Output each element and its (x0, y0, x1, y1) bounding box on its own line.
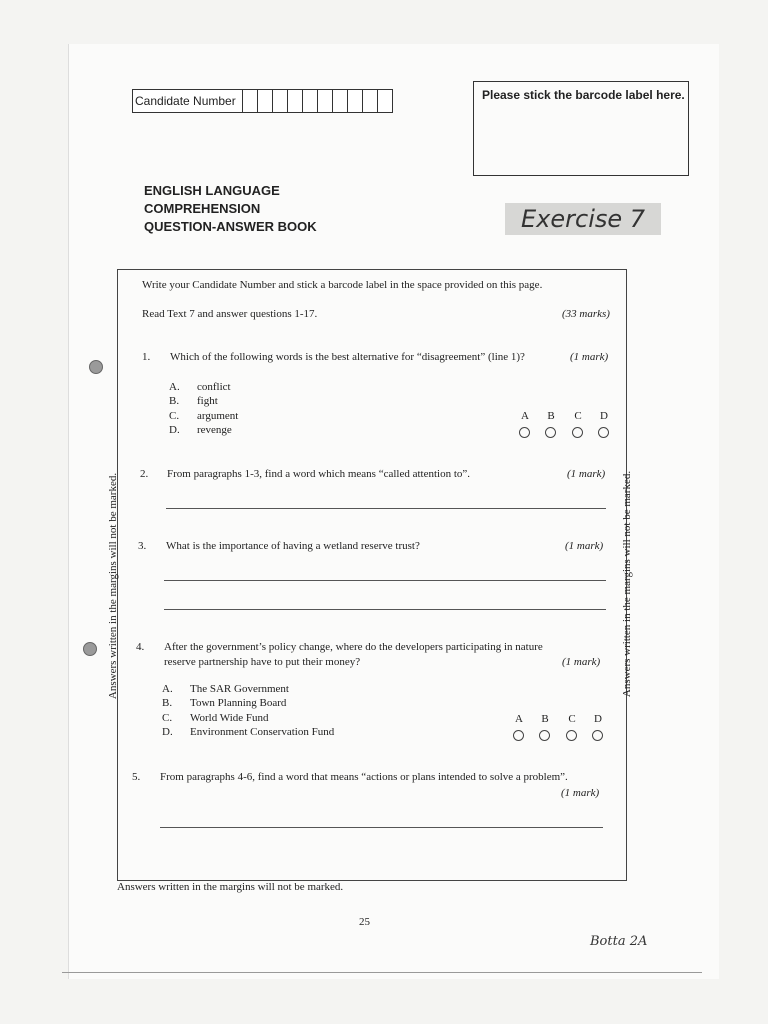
q5-number: 5. (132, 771, 141, 783)
title-line: ENGLISH LANGUAGE (144, 183, 280, 198)
q3-marks: (1 mark) (565, 540, 604, 552)
candidate-digit-cell[interactable] (332, 90, 347, 112)
punch-hole-top (89, 360, 103, 374)
q1-bubble-b[interactable] (545, 427, 556, 438)
q4-choice-letter: A (515, 713, 523, 725)
q4-choice-letter: D (594, 713, 602, 725)
q3-answer-line[interactable] (164, 609, 606, 610)
q5-marks: (1 mark) (561, 787, 600, 799)
q4-option-letter: D. (162, 726, 173, 738)
q2-number: 2. (140, 468, 149, 480)
q4-option-text: World Wide Fund (190, 712, 269, 724)
q1-bubble-c[interactable] (572, 427, 583, 438)
title-line: QUESTION-ANSWER BOOK (144, 219, 317, 234)
q4-choice-letter: C (568, 713, 576, 725)
q4-number: 4. (136, 641, 145, 653)
left-margin-note: Answers written in the margins will not be marked. (107, 472, 119, 700)
q4-text: After the government’s policy change, where do the developers participating in nature (164, 641, 543, 653)
q4-option-letter: B. (162, 697, 173, 709)
q2-answer-line[interactable] (166, 508, 606, 509)
q3-number: 3. (138, 540, 147, 552)
candidate-digit-cell[interactable] (257, 90, 272, 112)
candidate-digit-cell[interactable] (347, 90, 362, 112)
q1-choice-letter: B (547, 410, 555, 422)
q4-bubble-b[interactable] (539, 730, 550, 741)
q4-bubble-c[interactable] (566, 730, 577, 741)
total-marks: (33 marks) (562, 308, 610, 320)
q4-text: reserve partnership have to put their money? (164, 656, 361, 668)
q4-bubble-a[interactable] (513, 730, 524, 741)
candidate-digit-cell[interactable] (362, 90, 377, 112)
q1-text: Which of the following words is the best alternative for “disagreement” (line 1)? (170, 351, 525, 363)
q4-marks: (1 mark) (562, 656, 601, 668)
punch-hole-bottom (83, 642, 97, 656)
q1-option-letter: C. (169, 410, 180, 422)
page-number: 25 (359, 916, 370, 928)
q1-option-text: revenge (197, 424, 232, 436)
q1-choice-letter: C (574, 410, 582, 422)
q4-option-text: Town Planning Board (190, 697, 287, 709)
q1-option-text: argument (197, 410, 239, 422)
document-title (144, 182, 317, 236)
candidate-digit-cell[interactable] (272, 90, 287, 112)
instruction-line-2: Read Text 7 and answer questions 1-17. (142, 308, 318, 320)
q1-bubble-a[interactable] (519, 427, 530, 438)
q1-option-text: fight (197, 395, 218, 407)
q4-option-letter: A. (162, 683, 173, 695)
q1-option-letter: A. (169, 381, 180, 393)
candidate-number-box (132, 89, 393, 113)
page-bottom-edge (62, 972, 702, 973)
barcode-label-text: Please stick the barcode label here. (482, 88, 685, 102)
q4-choice-letter: B (541, 713, 549, 725)
candidate-number-label: Candidate Number (135, 94, 236, 108)
candidate-digit-cell[interactable] (302, 90, 317, 112)
right-margin-note: Answers written in the margins will not be marked. (621, 470, 633, 698)
q4-bubble-d[interactable] (592, 730, 603, 741)
barcode-label-box[interactable] (473, 81, 689, 176)
q2-marks: (1 mark) (567, 468, 606, 480)
q1-number: 1. (142, 351, 151, 363)
q4-option-letter: C. (162, 712, 173, 724)
bottom-margin-note: Answers written in the margins will not be marked. (117, 881, 344, 893)
q1-bubble-d[interactable] (598, 427, 609, 438)
q1-marks: (1 mark) (570, 351, 609, 363)
exercise-label: Exercise 7 (505, 203, 661, 235)
q3-answer-line[interactable] (164, 580, 606, 581)
instruction-line-1: Write your Candidate Number and stick a barcode label in the space provided on this page. (142, 279, 543, 291)
q1-option-letter: B. (169, 395, 180, 407)
q5-answer-line[interactable] (160, 827, 603, 828)
candidate-digit-cell[interactable] (287, 90, 302, 112)
q1-choice-letter: A (521, 410, 529, 422)
q1-choice-letter: D (600, 410, 608, 422)
q4-option-text: The SAR Government (190, 683, 289, 695)
q3-text: What is the importance of having a wetland reserve trust? (166, 540, 420, 552)
title-line: COMPREHENSION (144, 201, 261, 216)
candidate-digit-cell[interactable] (242, 90, 257, 112)
q1-option-letter: D. (169, 424, 180, 436)
q1-option-text: conflict (197, 381, 231, 393)
q2-text: From paragraphs 1-3, find a word which means “called attention to”. (167, 468, 471, 480)
candidate-digit-cell[interactable] (317, 90, 332, 112)
candidate-digit-cell[interactable] (377, 90, 392, 112)
handwritten-class-note: Botta 2A (590, 934, 648, 949)
q4-option-text: Environment Conservation Fund (190, 726, 335, 738)
q5-text: From paragraphs 4-6, find a word that means “actions or plans intended to solve a problem”. (160, 771, 568, 783)
